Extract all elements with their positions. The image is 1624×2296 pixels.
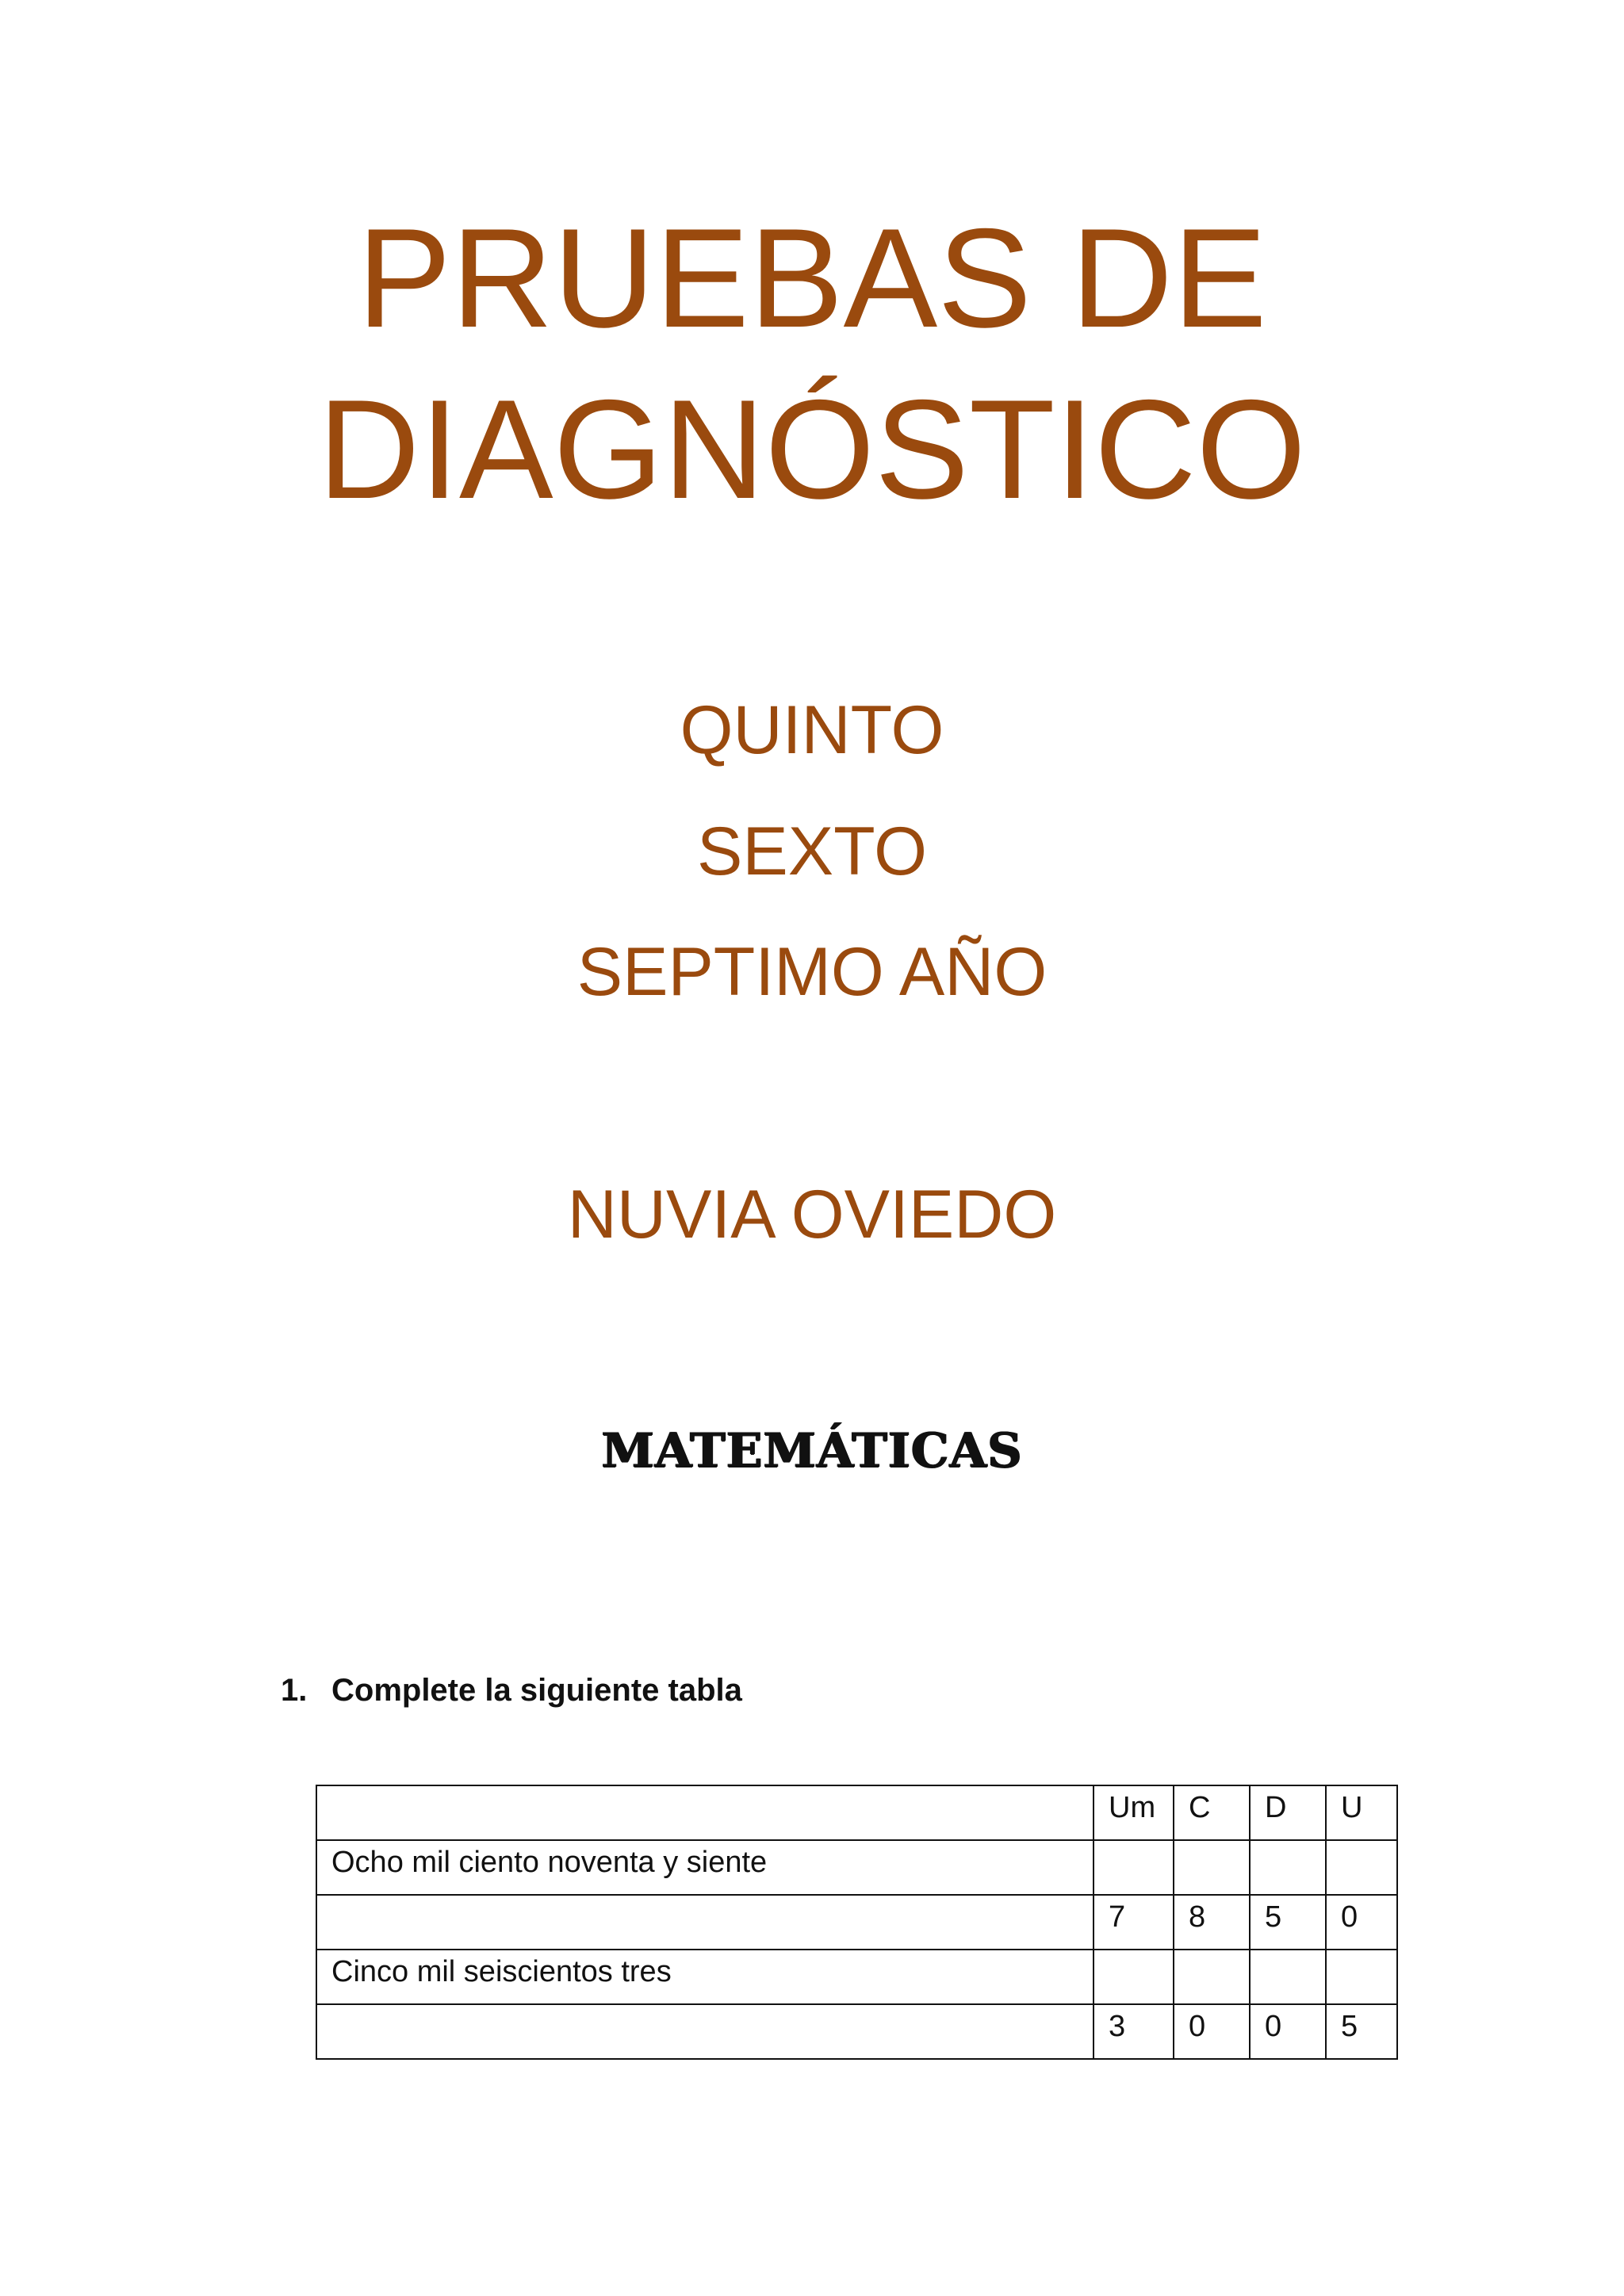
table-cell[interactable] bbox=[1174, 1840, 1250, 1895]
table-header-cell: U bbox=[1326, 1785, 1397, 1840]
title-line-2: DIAGNÓSTICO bbox=[317, 370, 1307, 528]
table-cell[interactable]: 0 bbox=[1250, 2004, 1326, 2059]
table-cell[interactable]: 7 bbox=[1094, 1895, 1174, 1950]
table-cell[interactable]: 0 bbox=[1174, 2004, 1250, 2059]
table-row bbox=[316, 1895, 1397, 1950]
table-cell[interactable] bbox=[1326, 1950, 1397, 2004]
table-cell[interactable]: 0 bbox=[1326, 1895, 1397, 1950]
table-row bbox=[316, 1840, 1397, 1895]
table-header-cell: C bbox=[1174, 1785, 1250, 1840]
table-row bbox=[316, 2004, 1397, 2059]
table-cell[interactable] bbox=[1174, 1950, 1250, 2004]
author-name: NUVIA OVIEDO bbox=[567, 1177, 1057, 1253]
table-cell[interactable] bbox=[316, 2004, 1094, 2059]
question-number: 1. bbox=[281, 1673, 308, 1708]
table-header-cell: D bbox=[1250, 1785, 1326, 1840]
table-cell[interactable] bbox=[1094, 1950, 1174, 2004]
table-row bbox=[316, 1950, 1397, 2004]
table-cell[interactable]: 3 bbox=[1094, 2004, 1174, 2059]
title-line-1: PRUEBAS DE bbox=[357, 199, 1267, 357]
table-cell[interactable]: Ocho mil ciento noventa y siente bbox=[316, 1840, 1094, 1895]
table-cell[interactable] bbox=[1250, 1950, 1326, 2004]
table-cell[interactable] bbox=[316, 1895, 1094, 1950]
grade-septimo: SEPTIMO AÑO bbox=[576, 934, 1048, 1010]
table-cell[interactable]: 8 bbox=[1174, 1895, 1250, 1950]
table-cell[interactable]: 5 bbox=[1250, 1895, 1326, 1950]
table-cell[interactable] bbox=[1250, 1840, 1326, 1895]
table-cell[interactable] bbox=[1094, 1840, 1174, 1895]
table-header-cell: Um bbox=[1094, 1785, 1174, 1840]
question-1 bbox=[281, 1674, 742, 1706]
table-cell[interactable]: Cinco mil seiscientos tres bbox=[316, 1950, 1094, 2004]
table-cell[interactable] bbox=[1326, 1840, 1397, 1895]
table-header-cell bbox=[316, 1785, 1094, 1840]
question-text: Complete la siguiente tabla bbox=[331, 1673, 742, 1708]
place-value-table bbox=[316, 1785, 1398, 2060]
grade-sexto: SEXTO bbox=[697, 813, 927, 890]
table-cell[interactable]: 5 bbox=[1326, 2004, 1397, 2059]
subject-title: MATEMÁTICAS bbox=[601, 1423, 1023, 1479]
table-header-row bbox=[316, 1785, 1397, 1840]
grade-quinto: QUINTO bbox=[680, 692, 944, 768]
